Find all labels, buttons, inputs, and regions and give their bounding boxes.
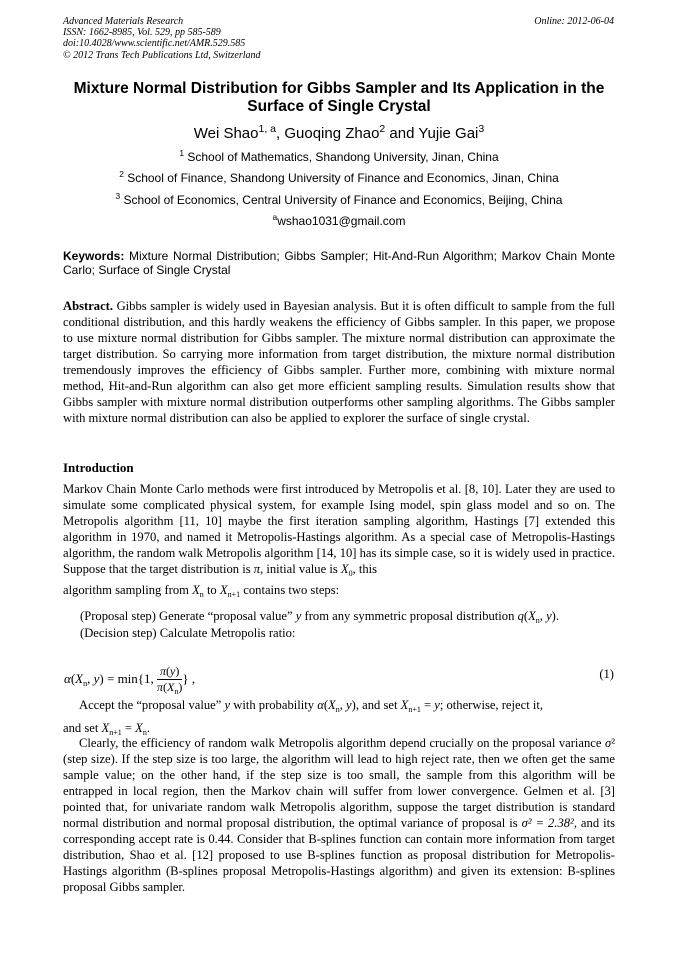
issn: ISSN: 1662-8985, Vol. 529, pp 585-589 [63, 27, 221, 39]
affiliation-2: $^2$ School of Finance, Shandong University of Finance and Economics, Jinan, China [119, 169, 559, 185]
affiliation-1: $^1$ School of Mathematics, Shandong University, Jinan, China [179, 148, 499, 164]
keywords: Keywords: Mixture Normal Distribution; Gibbs Sampler; Hit-And-Run Algorithm; Markov Chain Monte Carlo; Surface of Single Crystal [63, 249, 615, 277]
proposal-step: (Proposal step) Generate “proposal value” y from any symmetric proposal distribution $q(X_n$, y). [80, 609, 559, 625]
paper-title: Mixture Normal Distribution for Gibbs Sampler and Its Application in the Surface of Single Crystal [73, 80, 605, 115]
accept-paragraph: Accept the “proposal value” y with probability $\alpha(X_n$, y), and set $X_{n+1} = y$; otherwise, reject it, and set $X_{n+1} = X_n$. [63, 698, 543, 737]
abstract: Abstract. Gibbs sampler is widely used in Bayesian analysis. But it is often difficult to sample from the full conditional distribution, and this hardly weakens the efficiency of Gibbs sampler. In this paper, we propose to use mixture normal distribution for Gibbs sampler. The mixture normal distribution can approximate the target distribution. So carrying more information from target distribution, the mixture normal distribution tremendously improves the efficiency of Gibbs sampler. Further more, combining with mixture normal method, Hit-and-Run algorithm can also get more efficient sampling results. Simulation results show that Gibbs sampler with mixture normal distribution outperforms other sampling algorithms. The Gibbs sampler with mixture normal distribution can also be applied to explorer the surface of single crystal. [63, 299, 615, 425]
author-email: $^a$wshao1031@gmail.com [272, 212, 406, 228]
affiliation-3: $^3$ School of Economics, Central University of Finance and Economics, Beijing, China [115, 191, 563, 207]
intro-paragraph-3: Clearly, the efficiency of random walk Metropolis algorithm depend crucially on the proposal variance σ² (step size). If the step size is too large, the algorithm will lead to high reject rate, then we often get the same sample value; on the other hand, if the step size is too small, the sample from this algorithm will be entrapped in local region, then the Markov chain will suffer from lower convergence. Gelmen et al. [3] pointed that, for univariate random walk Metropolis algorithm, suppose the target distribution is standard normal distribution and normal proposal distribution, the optimal variance of proposal is σ² = 2.38², and its corresponding accept rate is 0.44. Consider that B-splines function can contain more information from target distribution, Shao et al. [12] proposed to use B-splines function as proposal distribution for Metropolis-Hastings algorithm (B-splines proposal Metropolis-Hastings algorithm) and given its extension: B-splines proposal Gibbs sampler. [63, 736, 615, 894]
copyright: © 2012 Trans Tech Publications Ltd, Switzerland [63, 49, 261, 61]
intro-paragraph-1: Markov Chain Monte Carlo methods were first introduced by Metropolis et al. [8, 10]. Later they are used to simulate some complicated physical system, for example Ising model, spin glass model and so on. The Metropolis algorithm [11, 10] maybe the first iteration sampling algorithm, Hastings [7] extended this algorithm in 1970, and named it Metropolis-Hastings algorithm. As a special case of Metropolis-Hastings algorithm, the random walk Metropolis algorithm [14, 10] has its simple case, so it is widely used in practice. Suppose that the target distribution is π, initial value is $X_0$, this algorithm sampling from $X_n$ to $X_{n+1}$ contains two steps: [63, 482, 615, 599]
equation-number: (1) [599, 667, 614, 681]
online-date: Online: 2012-06-04 [534, 16, 614, 27]
equation-1: $\alpha(X_n$, y) = min{1, $\frac{\pi(y)}{\pi(X_n)}$ } , [64, 664, 196, 696]
section-heading: Introduction [63, 460, 134, 475]
doi: doi:10.4028/www.scientific.net/AMR.529.585 [63, 38, 246, 50]
author-1: Wei Shao [193, 125, 259, 142]
author-line: Wei Shao$^{1, a}$, Guoqing Zhao$^2$ and Yujie Gai$^3$ [193, 123, 485, 142]
journal-meta [63, 16, 261, 61]
journal-name: Advanced Materials Research [63, 16, 184, 27]
decision-step: (Decision step) Calculate Metropolis ratio: [80, 626, 296, 640]
